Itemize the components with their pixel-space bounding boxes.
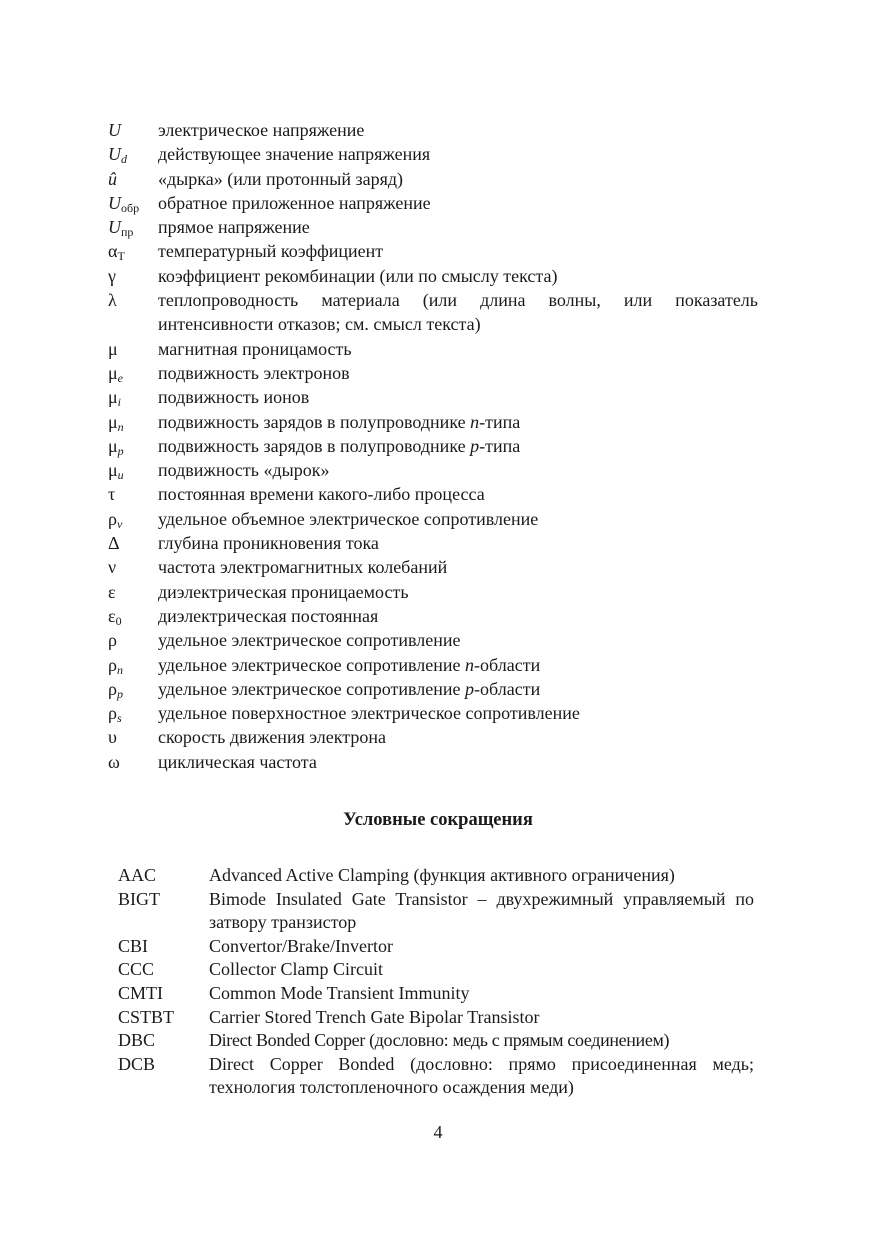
symbol-definition: постоянная времени какого-либо процесса xyxy=(158,484,485,505)
symbol-row xyxy=(108,239,758,263)
definition-text: удельное электрическое сопротивление xyxy=(158,654,466,675)
symbol xyxy=(108,531,158,555)
abbreviation-definition: Common Mode Transient Immunity xyxy=(209,982,470,1003)
symbol-definition: электрическое напряжение xyxy=(158,120,365,140)
symbol-subscript: s xyxy=(116,711,122,726)
symbol-row xyxy=(108,628,758,652)
symbol-row xyxy=(108,361,758,385)
abbreviation-definition: Direct Bonded Copper (дословно: медь с прямым соединением) xyxy=(209,1030,670,1051)
symbol-subscript: n xyxy=(117,419,124,434)
symbol-row xyxy=(108,580,758,604)
definition-italic: p xyxy=(470,435,480,456)
symbol-main: γ xyxy=(108,265,116,286)
symbol-main: û xyxy=(108,168,117,189)
symbol-main: ε xyxy=(108,581,116,602)
symbol-subscript: v xyxy=(116,516,123,531)
abbreviation-definition: Direct Copper Bonded (дословно: прямо присоединенная медь; технология толстопленочного осаждения меди) xyxy=(209,1053,754,1098)
symbol-row xyxy=(108,677,758,701)
definition-text: -типа xyxy=(479,411,521,432)
symbol xyxy=(108,750,158,774)
definition-italic: n xyxy=(465,654,475,675)
symbol-row xyxy=(108,288,758,337)
symbol xyxy=(108,653,158,677)
abbreviation: DCB xyxy=(118,1053,156,1074)
symbol-subscript: p xyxy=(117,443,124,458)
symbol-definition: удельное электрическое сопротивление xyxy=(158,630,461,651)
abbreviation-row xyxy=(118,982,754,1006)
symbol xyxy=(108,288,158,312)
symbol-subscript: u xyxy=(117,468,124,483)
symbol-row xyxy=(108,337,758,361)
abbreviation-definition: Bimode Insulated Gate Transistor – двухрежимный управляемый по затвору транзистор xyxy=(209,888,754,933)
symbol-row xyxy=(108,604,758,628)
symbol-main: τ xyxy=(108,484,116,505)
symbol xyxy=(108,555,158,579)
symbol-row xyxy=(108,142,758,166)
symbol-main: U xyxy=(108,120,121,140)
symbol-row xyxy=(108,555,758,579)
symbol-definition: диэлектрическая проницаемость xyxy=(158,581,409,602)
symbol-main: ρ xyxy=(108,654,117,675)
symbol-main: ε xyxy=(108,605,116,626)
symbol-row xyxy=(108,264,758,288)
symbol xyxy=(108,580,158,604)
symbol xyxy=(108,410,158,434)
definition-text: удельное электрическое сопротивление xyxy=(158,678,466,699)
symbol-row xyxy=(108,215,758,239)
abbreviation-row xyxy=(118,1029,754,1053)
abbreviation-row xyxy=(118,958,754,982)
symbol-definition: обратное приложенное напряжение xyxy=(158,192,431,213)
symbol-main: μ xyxy=(108,338,118,359)
symbol-subscript: 0 xyxy=(115,613,122,628)
symbol-main: Δ xyxy=(108,533,120,554)
symbol-definition: диэлектрическая постоянная xyxy=(158,605,379,626)
symbol-definition: коэффициент рекомбинации (или по смыслу текста) xyxy=(158,265,558,286)
symbol xyxy=(108,361,158,385)
symbol-row xyxy=(108,118,758,142)
symbol-main: ν xyxy=(108,557,117,578)
symbol xyxy=(108,458,158,482)
symbol-main: μ xyxy=(108,411,118,432)
abbreviation-row xyxy=(118,1006,754,1030)
symbol-subscript: p xyxy=(116,686,123,701)
symbol-main: μ xyxy=(108,362,118,383)
symbol xyxy=(108,215,158,239)
symbol xyxy=(108,434,158,458)
symbol-definition: прямое напряжение xyxy=(158,217,310,238)
symbol-subscript: T xyxy=(117,249,125,264)
symbol-row xyxy=(108,725,758,749)
section-title: Условные сокращения xyxy=(343,810,533,830)
symbol-main: ρ xyxy=(108,678,117,699)
symbol-row xyxy=(108,482,758,506)
abbreviation-row xyxy=(118,1053,754,1100)
symbol-row xyxy=(108,385,758,409)
symbol-main: ρ xyxy=(108,630,117,651)
abbreviation-definition: Convertor/Brake/Invertor xyxy=(209,935,393,956)
symbol-row xyxy=(108,191,758,215)
symbol-list xyxy=(108,118,758,774)
symbol-row xyxy=(108,458,758,482)
symbol-main: U xyxy=(108,144,121,165)
symbol xyxy=(108,167,158,191)
definition-text: подвижность зарядов в полупроводнике xyxy=(158,411,471,432)
symbol-definition: подвижность ионов xyxy=(158,387,310,408)
symbol-definition: циклическая частота xyxy=(158,751,317,772)
symbol-definition xyxy=(158,410,758,434)
symbol-definition: глубина проникновения тока xyxy=(158,533,379,554)
abbreviation: BIGT xyxy=(118,888,160,909)
symbol xyxy=(108,191,158,215)
symbol-definition xyxy=(158,434,758,458)
symbol xyxy=(108,337,158,361)
symbol-row xyxy=(108,507,758,531)
definition-italic: p xyxy=(465,678,475,699)
symbol xyxy=(108,701,158,725)
symbol-main: μ xyxy=(108,460,118,481)
definition-text: -типа xyxy=(479,435,521,456)
symbol-definition: удельное объемное электрическое сопротивление xyxy=(158,508,539,529)
definition-italic: n xyxy=(470,411,480,432)
symbol xyxy=(108,118,158,142)
abbreviation-row xyxy=(118,888,754,935)
abbreviation: AAC xyxy=(118,865,157,885)
abbreviation: CCC xyxy=(118,959,155,980)
symbol-definition xyxy=(158,677,758,701)
symbol xyxy=(108,239,158,263)
symbol xyxy=(108,264,158,288)
abbreviation-definition: Collector Clamp Circuit xyxy=(209,959,383,980)
symbol-subscript: пр xyxy=(121,225,134,240)
symbol-definition: подвижность «дырок» xyxy=(158,460,330,481)
symbol-row xyxy=(108,653,758,677)
abbreviation-definition: Advanced Active Clamping (функция активного ограничения) xyxy=(209,865,675,885)
symbol-subscript: i xyxy=(117,395,121,410)
symbol-main: α xyxy=(108,241,118,262)
symbol-main: μ xyxy=(108,435,118,456)
abbreviation: DBC xyxy=(118,1030,156,1051)
definition-text: -области xyxy=(474,678,541,699)
symbol-main: λ xyxy=(108,290,117,311)
symbol xyxy=(108,507,158,531)
symbol xyxy=(108,482,158,506)
symbol xyxy=(108,142,158,166)
symbol-subscript: n xyxy=(116,662,123,677)
symbol-subscript: e xyxy=(117,370,123,385)
symbol-definition: подвижность электронов xyxy=(158,362,350,383)
abbreviation-row xyxy=(118,864,754,888)
symbol-main: U xyxy=(108,192,121,213)
symbol-row xyxy=(108,167,758,191)
symbol-main: ρ xyxy=(108,508,117,529)
abbreviation: CMTI xyxy=(118,982,163,1003)
symbol-main: ω xyxy=(108,751,120,772)
definition-text: подвижность зарядов в полупроводнике xyxy=(158,435,471,456)
symbol-definition: температурный коэффициент xyxy=(158,241,384,262)
symbol-main: μ xyxy=(108,387,118,408)
definition-text: -области xyxy=(474,654,541,675)
symbol-main: U xyxy=(108,217,121,238)
symbol xyxy=(108,385,158,409)
symbol-definition: действующее значение напряжения xyxy=(158,144,431,165)
symbol-row xyxy=(108,434,758,458)
abbreviation-definition: Carrier Stored Trench Gate Bipolar Transistor xyxy=(209,1006,540,1027)
abbreviation: CBI xyxy=(118,935,149,956)
symbol-subscript: d xyxy=(121,152,127,167)
symbol-definition: удельное поверхностное электрическое сопротивление xyxy=(158,703,580,724)
symbol-definition: теплопроводность материала (или длина волны, или показатель интенсивности отказов; см. смысл текста) xyxy=(158,290,758,335)
symbol xyxy=(108,677,158,701)
abbreviation-list xyxy=(118,864,754,1100)
abbreviation: CSTBT xyxy=(118,1006,175,1027)
abbreviation-row xyxy=(118,935,754,959)
symbol-row xyxy=(108,531,758,555)
symbol-row xyxy=(108,701,758,725)
symbol xyxy=(108,604,158,628)
symbol-row xyxy=(108,750,758,774)
symbol xyxy=(108,628,158,652)
symbol-definition: скорость движения электрона xyxy=(158,727,386,748)
page-number: 4 xyxy=(433,1122,443,1142)
symbol-definition: магнитная проницамость xyxy=(158,338,352,359)
symbol-row xyxy=(108,410,758,434)
symbol-subscript: обр xyxy=(121,200,140,215)
symbol xyxy=(108,725,158,749)
symbol-main: ρ xyxy=(108,703,117,724)
symbol-definition: частота электромагнитных колебаний xyxy=(158,557,448,578)
symbol-definition: «дырка» (или протонный заряд) xyxy=(158,168,404,189)
symbol-main: υ xyxy=(108,727,117,748)
symbol-definition xyxy=(158,653,758,677)
